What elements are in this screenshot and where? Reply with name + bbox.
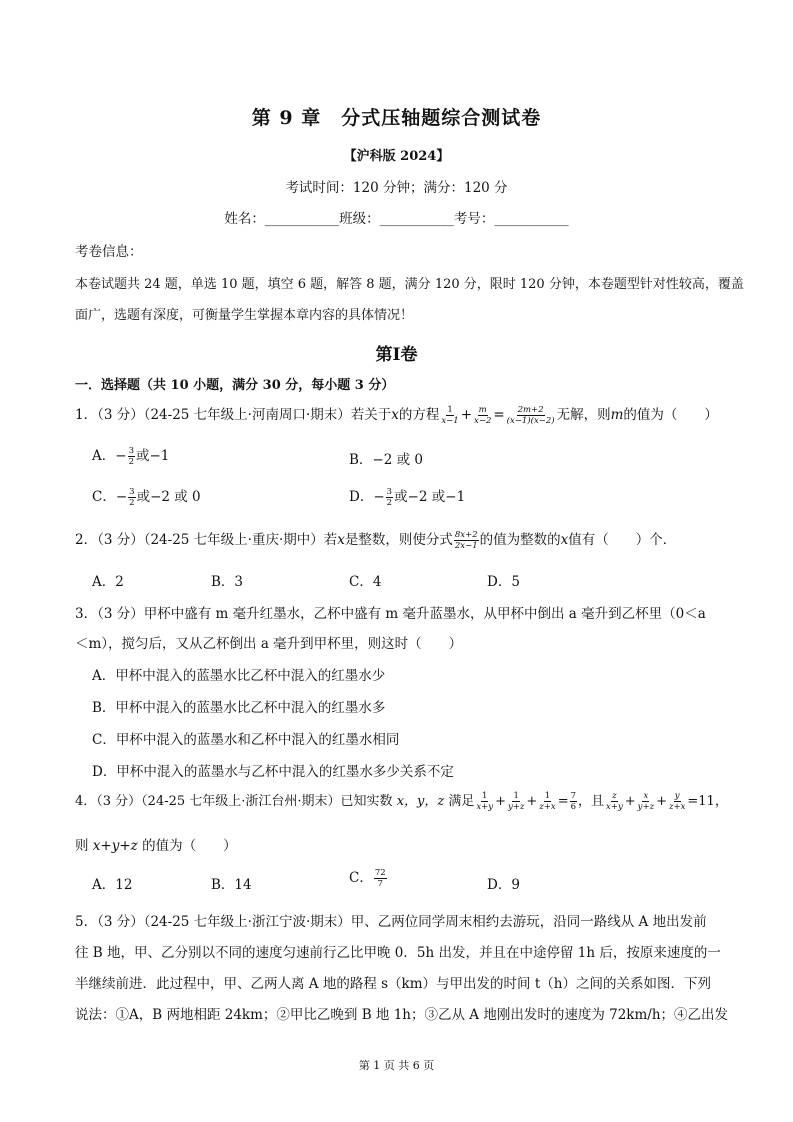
q1-optD-sign: − [373, 489, 385, 505]
q4-line2-b: 的值为（ ） [137, 838, 237, 854]
q3-line-2: ＜m），搅匀后，又从乙杯倒出 a 毫升到甲杯里，则这时（ ） [75, 636, 463, 652]
q4-line2-expr: x+y+z [92, 838, 138, 854]
q1-optA-rest: 或−1 [135, 448, 170, 464]
q1-var-m: m [610, 407, 624, 423]
q4-vars: x，y，z [396, 794, 445, 809]
q4-frac-b [507, 791, 525, 812]
q3-line-1: 3．（3 分）甲杯中盛有 m 毫升红墨水，乙杯中盛有 m 毫升蓝墨水，从甲杯中倒出 a 毫升到乙杯里（0＜a [75, 606, 706, 622]
page-footer: 第 1 页 共 6 页 [358, 1059, 435, 1072]
q1-f3-den: (x−1)(x−2) [506, 416, 555, 426]
q5-line-1: 5．（3 分）（24-25 七年级上·浙江宁波·期末）甲、乙两位同学周末相约去游玩，沿同一路线从 A 地出发前 [75, 914, 707, 930]
q4-frac-d [605, 791, 624, 812]
q4-d-den: x+y [606, 802, 623, 812]
q1-optA-den: 2 [128, 457, 134, 467]
q1-var-x: x [391, 407, 399, 423]
q1-f2-den: x−2 [474, 416, 492, 426]
q4-r-num: 7 [570, 791, 577, 801]
q5-line-2: 往 B 地，甲、乙分别以不同的速度匀速前行乙比甲晚 0．5h 出发，并且在中途停留 1h 后，按原来速度的一 [75, 945, 721, 961]
q1-f1-den: x−1 [441, 416, 459, 426]
q4-eq-2: =11， [687, 794, 728, 809]
q1-fraction-1 [440, 405, 459, 426]
exam-info-label: 考卷信息： [75, 244, 143, 260]
q4-e-den: y+z [637, 802, 655, 812]
q4-frac-r [570, 791, 577, 812]
q4-line2-a: 则 [75, 838, 93, 854]
q1-optD-den: 2 [386, 498, 393, 508]
q2-option-a[interactable]: A．2 [92, 574, 124, 590]
q4-g-num: y [674, 791, 680, 801]
q2-option-c[interactable]: C．4 [349, 574, 382, 590]
q2-mid: 是整数，则使分式 [344, 532, 453, 548]
q2-var-x: x [337, 532, 345, 548]
q5-line-4: 说法：①A，B 两地相距 24km；②甲比乙晚到 B 地 1h；③乙从 A 地刚出发时的速度为 72km/h；④乙出发 [75, 1007, 729, 1023]
q4-c-num: 1 [544, 791, 551, 801]
q2-prefix: 2．（3 分）（24-25 七年级上·重庆·期中）若 [75, 532, 338, 548]
q4-a-den: x+y [476, 802, 494, 812]
q2-after: 的值为整数的 [479, 532, 561, 548]
q1-optC-den: 2 [129, 498, 135, 508]
q4-plus-2: + [526, 794, 538, 809]
q1-mid: 的方程 [398, 407, 440, 423]
q1-optC-label: C． [92, 489, 116, 505]
q2-tail: 值有（ ）个． [568, 532, 677, 548]
q1-optC-sign: − [115, 489, 128, 505]
q2-f-den: 2x−1 [454, 541, 478, 551]
q1-optA-num: 3 [128, 446, 134, 456]
q4-option-c[interactable] [349, 866, 388, 890]
q4-line-2 [75, 834, 237, 854]
q3-option-a[interactable]: A．甲杯中混入的蓝墨水比乙杯中混入的红墨水少 [92, 668, 386, 684]
q2-option-b[interactable]: B．3 [211, 574, 244, 590]
q5-line-3: 半继续前进．此过程中，甲、乙两人离 A 地的路程 s（km）与甲出发的时间 t（h）之间的关系如图．下列 [75, 976, 711, 992]
q1-tail: 的值为（ ） [623, 407, 718, 423]
q4-plus-4: + [656, 794, 667, 809]
q4-optC-label: C． [349, 870, 373, 886]
question-4 [75, 790, 728, 814]
q4-frac-a [475, 791, 494, 812]
exam-time-info: 考试时间：120 分钟；满分：120 分 [285, 180, 508, 196]
q4-option-a[interactable]: A．12 [92, 877, 133, 893]
q1-fraction-3 [506, 405, 556, 426]
q4-b-num: 1 [513, 791, 519, 801]
question-1 [75, 403, 718, 427]
exam-info-line-2: 面广，选题有深度，可衡量学生掌握本章内容的具体情况！ [75, 308, 414, 323]
q1-plus: + [460, 407, 473, 423]
q4-eq-1: = [557, 794, 569, 809]
q4-plus-1: + [495, 794, 506, 809]
q4-mid: 满足 [444, 794, 475, 809]
q1-optC-rest: 或−2 或 0 [136, 489, 201, 505]
q1-optA-fraction [128, 446, 135, 467]
q1-optC-fraction [128, 487, 135, 508]
page-title: 第 9 章 分式压轴题综合测试卷 [251, 107, 542, 129]
q1-f2-num: m [478, 405, 487, 415]
q1-prefix: 1．（3 分）（24-25 七年级上·河南周口·期末）若关于 [75, 407, 392, 423]
q1-f3-num: 2m+2 [517, 405, 544, 415]
q1-optA-label: A． [92, 448, 116, 464]
q4-e-num: x [643, 791, 649, 801]
volume-title: 第Ⅰ卷 [375, 345, 418, 365]
q3-option-c[interactable]: C．甲杯中混入的蓝墨水和乙杯中混入的红墨水相同 [92, 732, 400, 748]
q4-frac-e [637, 791, 655, 812]
q4-frac-g [668, 791, 686, 812]
q4-optC-den: 7 [377, 879, 383, 889]
q1-option-d[interactable] [349, 485, 465, 509]
q1-optD-fraction [386, 487, 393, 508]
q2-f-num: 8x+2 [454, 530, 478, 540]
q4-frac-c [538, 791, 556, 812]
q1-optC-num: 3 [129, 487, 135, 497]
q1-optD-label: D． [349, 489, 374, 505]
q1-after: 无解，则 [556, 407, 611, 423]
q4-g-den: z+x [668, 802, 686, 812]
q1-fraction-2 [473, 405, 492, 426]
q1-eq: = [493, 407, 505, 423]
q2-var-x2: x [560, 532, 569, 548]
q4-optC-num: 72 [374, 868, 386, 878]
edition-label: 【沪科版 2024】 [343, 149, 450, 164]
q2-fraction [454, 530, 479, 551]
q3-option-d[interactable]: D．甲杯中混入的蓝墨水与乙杯中混入的红墨水多少关系不定 [92, 764, 454, 780]
q2-option-d[interactable]: D．5 [487, 574, 520, 590]
q4-b-den: y+z [507, 802, 525, 812]
q1-option-c[interactable] [92, 485, 201, 509]
q4-optC-fraction [374, 868, 387, 889]
q4-plus-3: + [624, 794, 636, 809]
student-info-line: 姓名：___________班级：___________考号：___________ [224, 211, 569, 227]
q1-optA-sign: − [115, 448, 127, 464]
q1-option-a[interactable] [92, 444, 169, 468]
exam-info-line-1: 本卷试题共 24 题，单选 10 题，填空 6 题，解答 8 题，满分 120 分，限时 120 分钟，本卷题型针对性较高，覆盖 [75, 277, 744, 292]
q4-option-b[interactable]: B．14 [211, 877, 252, 893]
q4-and: ，且 [578, 794, 605, 809]
q4-c-den: z+x [539, 802, 556, 812]
q1-optD-num: 3 [386, 487, 393, 497]
q4-d-num: z [612, 791, 617, 801]
q1-option-b[interactable]: B．−2 或 0 [349, 452, 423, 468]
question-2 [75, 528, 676, 552]
q1-optD-rest: 或−2 或−1 [394, 489, 466, 505]
q1-f1-num: 1 [447, 405, 453, 415]
q4-r-den: 6 [570, 802, 577, 812]
q3-option-b[interactable]: B．甲杯中混入的蓝墨水比乙杯中混入的红墨水多 [92, 700, 386, 716]
section-title: 一．选择题（共 10 小题，满分 30 分，每小题 3 分） [75, 378, 395, 393]
q4-a-num: 1 [482, 791, 488, 801]
q4-option-d[interactable]: D．9 [487, 877, 520, 893]
q4-prefix: 4．（3 分）（24-25 七年级上·浙江台州·期末）已知实数 [75, 794, 397, 809]
